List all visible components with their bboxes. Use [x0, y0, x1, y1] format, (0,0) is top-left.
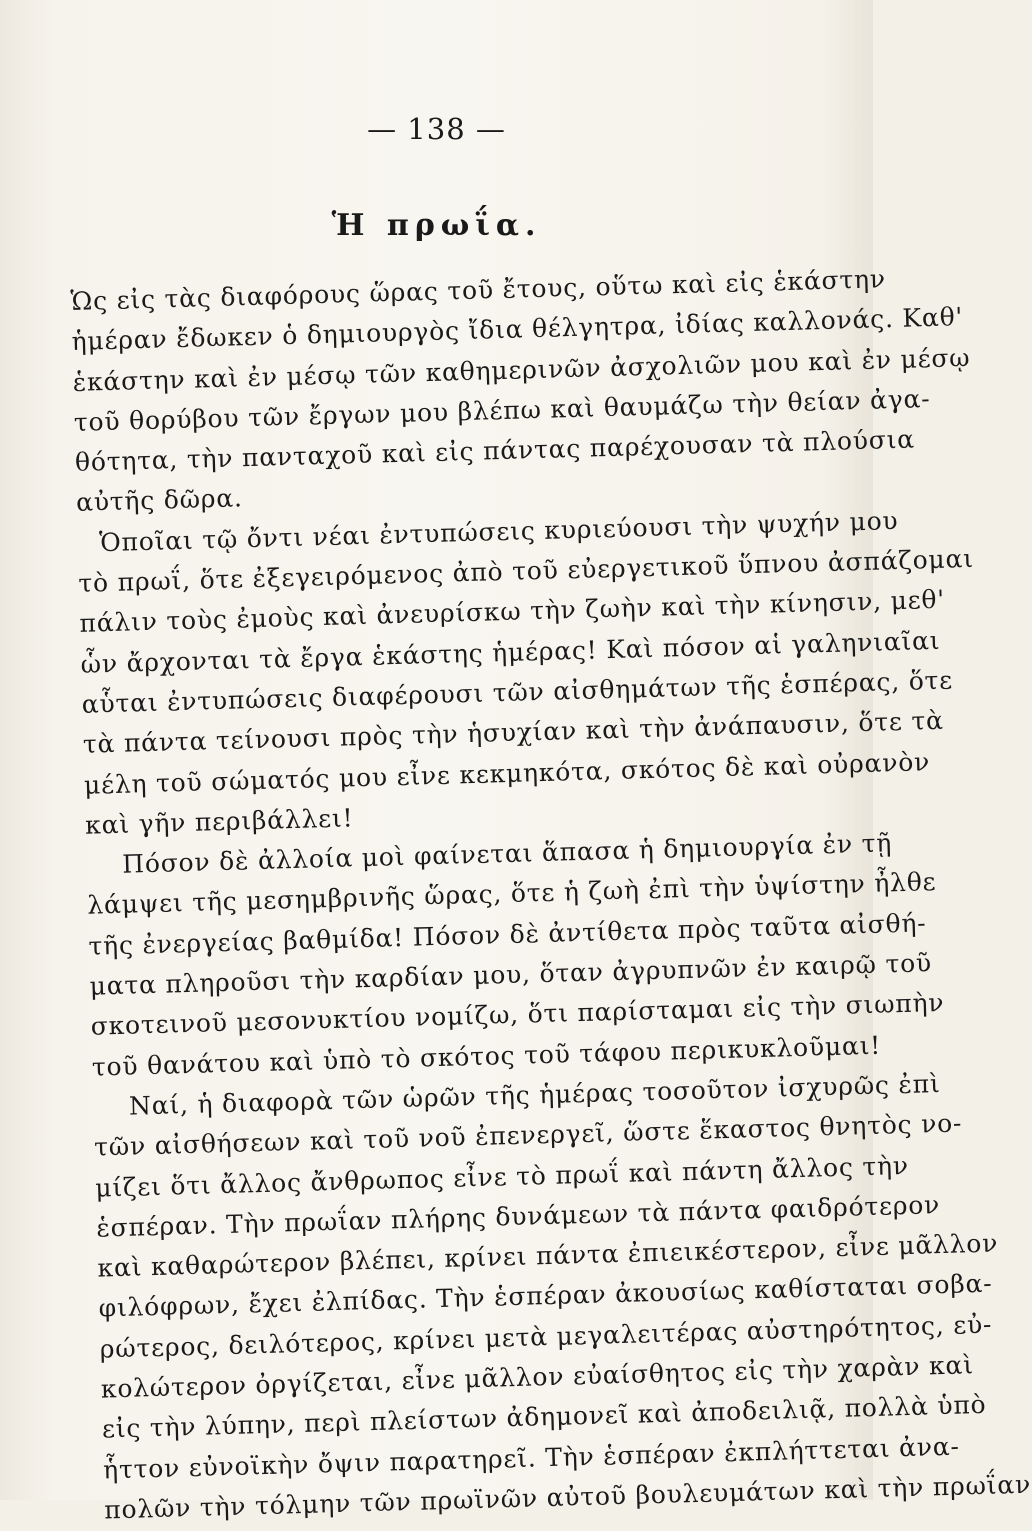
- chapter-title: Ἡ πρωΐα.: [331, 208, 542, 243]
- text-line: ματα πληροῦσι τὴν καρδίαν μου, ὅταν ἀγρυπνῶν ἐν καιρῷ τοῦ: [89, 948, 933, 1001]
- text-line: καὶ γῆν περιβάλλει!: [84, 803, 354, 840]
- text-line: τοῦ θανάτου καὶ ὑπὸ τὸ σκότος τοῦ τάφου περικυκλοῦμαι!: [91, 1030, 882, 1082]
- text-line: Ναί, ἡ διαφορὰ τῶν ὡρῶν τῆς ἡμέρας τοσοῦτον ἰσχυρῶς ἐπὶ: [128, 1068, 941, 1121]
- text-line: τῆς ἐνεργείας βαθμίδα! Πόσον δὲ ἀντίθετα πρὸς ταῦτα αἰσθή-: [88, 908, 927, 961]
- text-line: μέλη τοῦ σώματός μου εἶνε κεκμηκότα, σκότος δὲ καὶ οὐρανὸν: [83, 746, 931, 800]
- text-line: πάλιν τοὺς ἐμοὺς καὶ ἀνευρίσκω τὴν ζωὴν καὶ τὴν κίνησιν, μεθ': [79, 585, 946, 639]
- text-line: ἧττον εὐνοϊκὴν ὄψιν παρατηρεῖ. Τὴν ἑσπέραν ἐκπλήττεται ἀνα-: [102, 1431, 961, 1485]
- text-line: αὗται ἐντυπώσεις διαφέρουσι τῶν αἰσθημάτων τῆς ἑσπέρας, ὅτε: [81, 665, 954, 719]
- paragraph-2: [77, 502, 975, 846]
- text-line: Ὁποῖαι τῷ ὄντι νέαι ἐντυπώσεις κυριεύουσι τὴν ψυχήν μου: [98, 505, 899, 558]
- text-line: σκοτεινοῦ μεσονυκτίου νομίζω, ὅτι παρίσταμαι εἰς τὴν σιωπὴν: [90, 988, 945, 1042]
- text-line: ἡμέραν ἔδωκεν ὁ δημιουργὸς ἴδια θέλγητρα, ἰδίας καλλονάς. Καθ': [71, 302, 964, 357]
- text-line: Ὡς εἰς τὰς διαφόρους ὥρας τοῦ ἔτους, οὕτω καὶ εἰς ἑκάστην: [70, 264, 887, 316]
- text-line: αὐτῆς δῶρα.: [75, 483, 244, 518]
- text-line: καὶ καθαρώτερον βλέπει, κρίνει πάντα ἐπιεικέστερον, εἶνε μᾶλλον: [97, 1228, 999, 1283]
- text-line: μίζει ὅτι ἄλλος ἄνθρωπος εἶνε τὸ πρωΐ καὶ πάντη ἄλλος τὴν: [94, 1150, 910, 1203]
- text-line: τὰ πάντα τείνουσι πρὸς τὴν ἡσυχίαν καὶ τὴν ἀνάπαυσιν, ὅτε τὰ: [82, 706, 945, 760]
- paragraph-3: [86, 824, 945, 1087]
- text-line: ὧν ἄρχονται τὰ ἔργα ἑκάστης ἡμέρας! Καὶ πόσον αἱ γαληνιαῖαι: [80, 625, 941, 679]
- text-line: θότητα, τὴν πανταχοῦ καὶ εἰς πάντας παρέχουσαν τὰ πλούσια: [74, 424, 916, 478]
- paragraph-1: [70, 260, 971, 523]
- text-line: τὸ πρωΐ, ὅτε ἐξεγειρόμενος ἀπὸ τοῦ εὐεργετικοῦ ὕπνου ἀσπάζομαι: [78, 543, 975, 598]
- text-line: κολώτερον ὀργίζεται, εἶνε μᾶλλον εὐαίσθητος εἰς τὴν χαρὰν καὶ: [100, 1350, 975, 1404]
- text-line: πολῶν τὴν τόλμην τῶν πρωϊνῶν αὐτοῦ βουλευμάτων καὶ τὴν πρωΐαν: [103, 1469, 1032, 1525]
- page-number: — 138 —: [367, 112, 506, 146]
- paragraph-4: [93, 1066, 1032, 1531]
- text-line: ρώτερος, δειλότερος, κρίνει μετὰ μεγαλειτέρας αὐστηρότητος, εὐ-: [99, 1309, 993, 1364]
- text-line: φιλόφρων, ἔχει ἐλπίδας. Τὴν ἑσπέραν ἀκουσίως καθίσταται σοβα-: [98, 1269, 993, 1324]
- text-line: τῶν αἰσθήσεων καὶ τοῦ νοῦ ἐπενεργεῖ, ὥστε ἕκαστος θνητὸς νο-: [93, 1108, 963, 1162]
- text-line: ἑσπέραν. Τὴν πρωΐαν πλήρης δυνάμεων τὰ πάντα φαιδρότερον: [96, 1189, 941, 1243]
- text-line: ἑκάστην καὶ ἐν μέσῳ τῶν καθημερινῶν ἀσχολιῶν μου καὶ ἐν μέσῳ: [72, 342, 971, 397]
- text-line: λάμψει τῆς μεσημβρινῆς ὥρας, ὅτε ἡ ζωὴ ἐπὶ τὴν ὑψίστην ἦλθε: [87, 867, 937, 921]
- text-line: τοῦ θορύβου τῶν ἔργων μου βλέπω καὶ θαυμάζω τὴν θείαν ἀγα-: [73, 383, 931, 437]
- body-text: [70, 260, 1032, 1530]
- text-line: εἰς τὴν λύπην, περὶ πλείστων ἀδημονεῖ καὶ ἀποδειλιᾷ, πολλὰ ὑπὸ: [101, 1390, 987, 1444]
- text-line: Πόσον δὲ ἀλλοία μοὶ φαίνεται ἅπασα ἡ δημιουργία ἐν τῇ: [121, 828, 893, 879]
